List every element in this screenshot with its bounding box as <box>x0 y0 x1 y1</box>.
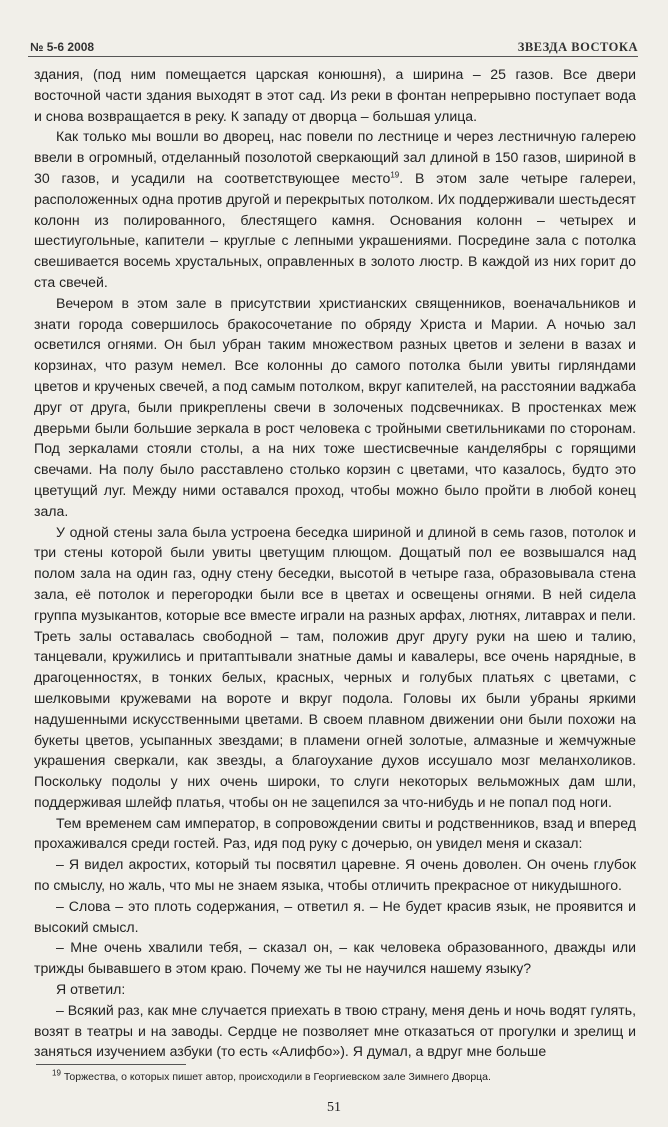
footnote-marker: 19 <box>52 1068 61 1078</box>
footnote-divider <box>36 1064 186 1065</box>
paragraph-text-tail: . В этом зале четыре галереи, расположенных одна против другой и перекрытых потолком. Их поддерживали шестьдесят колонн из полированного, блестящего камня. Основания колонн – четырех и шестиугольные, капители – круглые с лепными украшениями. Посредине зала с потолка свешивается восемь хрустальных, оправленных в золото люстр. В каждой из них горит до ста свечей. <box>34 169 636 290</box>
paragraph-9 <box>34 979 636 1000</box>
issue-number: № 5-6 2008 <box>30 40 95 54</box>
footnote <box>36 1070 636 1084</box>
page-number: 51 <box>327 1100 341 1115</box>
article-body <box>34 64 636 1062</box>
paragraph-4 <box>34 522 636 813</box>
paragraph-10 <box>34 1000 636 1062</box>
paragraph-text: – Я видел акростих, который ты посвятил царевне. Я очень доволен. Он очень глубок по смыслу, но жаль, что мы не знаем языка, чтобы отличить прекрасное от никудышного. <box>34 856 636 894</box>
paragraph-1 <box>34 64 636 126</box>
paragraph-text: Тем временем сам император, в сопровождении свиты и родственников, взад и вперед прохаживался среди гостей. Раз, идя под руку с дочерью, он увидел меня и сказал: <box>34 814 636 852</box>
paragraph-3 <box>34 293 636 522</box>
paragraph-text: – Слова – это плоть содержания, – ответил я. – Не будет красив язык, не проявится и высокий смысл. <box>34 897 636 935</box>
paragraph-6 <box>34 854 636 896</box>
paragraph-text: Как только мы вошли во дворец, нас повели по лестнице и через лестничную галерею ввели в огромный, отделанный позолотой сверкающий зал длиной в 150 газов, шириной в 30 газов, и усадили на соответствующее место <box>34 128 636 186</box>
paragraph-text: Вечером в этом зале в присутствии христианских священников, военачальников и знати города совершилось бракосочетание по обряду Христа и Марии. А ночью зал осветился огнями. Он был убран таким множеством разных цветов и зелени в вазах и корзинах, что разум немел. Все колонны до самого потолка были увиты гирляндами цветов и крученых свечей, а под самым потолком, вкруг капителей, на расстоянии ваджаба друг от друга, были прикреплены свечи в золоченых подсвечниках. В простенках меж дверьми были большие зеркала в рост человека с тройными светильниками по сторонам. Под зеркалами стояли столы, а на них тоже шестисвечные канделябры с горящими свечами. На полу было расставлено столько корзин с цветами, что казалось, будто это цветущий луг. Между ними оставался проход, чтобы можно было пройти в любой конец зала. <box>34 294 636 519</box>
paragraph-8 <box>34 937 636 979</box>
footnote-text: Торжества, о которых пишет автор, происходили в Георгиевском зале Зимнего Дворца. <box>60 1071 491 1083</box>
paragraph-5 <box>34 813 636 855</box>
running-header <box>28 36 638 57</box>
journal-title: ЗВЕЗДА ВОСТОКА <box>517 40 638 54</box>
paragraph-text: – Всякий раз, как мне случается приехать в твою страну, меня день и ночь водят гулять, возят в театры и на заводы. Сердце не позволяет мне отказаться от прогулки и зрелищ и заняться изучением азбуки (то есть «Алифбо»). Я думал, а вдруг мне больше <box>34 1001 636 1060</box>
paragraph-text: Я ответил: <box>56 981 126 998</box>
paragraph-2 <box>34 126 636 292</box>
paragraph-text: – Мне очень хвалили тебя, – сказал он, – как человека образованного, дважды или трижды бывавшего в этом краю. Почему же ты не научился нашему языку? <box>34 939 636 977</box>
paragraph-text: У одной стены зала была устроена беседка шириной и длиной в семь газов, потолок и три стены которой были увиты цветущим плющом. Дощатый пол ее возвышался над полом зала на один газ, одну стену беседки, высотой в четыре газа, образовывала стена зала, её потолок и перегородки были все в цветах и освещены огнями. В ней сидела группа музыкантов, которые все вместе играли на разных арфах, лютнях, литаврах и пели. Треть залы оставалась свободной – там, положив друг другу руки на шею и талию, танцевали, кружились и притаптывали знатные дамы и кавалеры, все очень нарядные, в драгоценностях, в тонких белых, красных, черных и голубых платьях с цветами, с шелковыми кружевами на вороте и вкруг подола. Головы их были убраны яркими надушенными искусственными цветами. В своем плавном движении они были похожи на букеты цветов, усыпанных звездами; в пламени огней золотые, алмазные и жемчужные украшения сверкали, как звезды, а благоухание духов иссушало мозг меланхоликов. Поскольку подолы у них очень широки, то слуги некоторых вельможных дам шли, поддерживая шлейф платья, чтобы он не зацепился за что-нибудь и не попал под ноги. <box>34 523 636 810</box>
footnote-ref: 19 <box>390 170 400 180</box>
paragraph-7 <box>34 896 636 938</box>
paragraph-text: здания, (под ним помещается царская конюшня), а ширина – 25 газов. Все двери восточной части здания выходят в этот сад. Из реки в фонтан непрерывно поступает вода и снова возвращается в реку. К западу от дворца – большая улица. <box>34 66 636 124</box>
